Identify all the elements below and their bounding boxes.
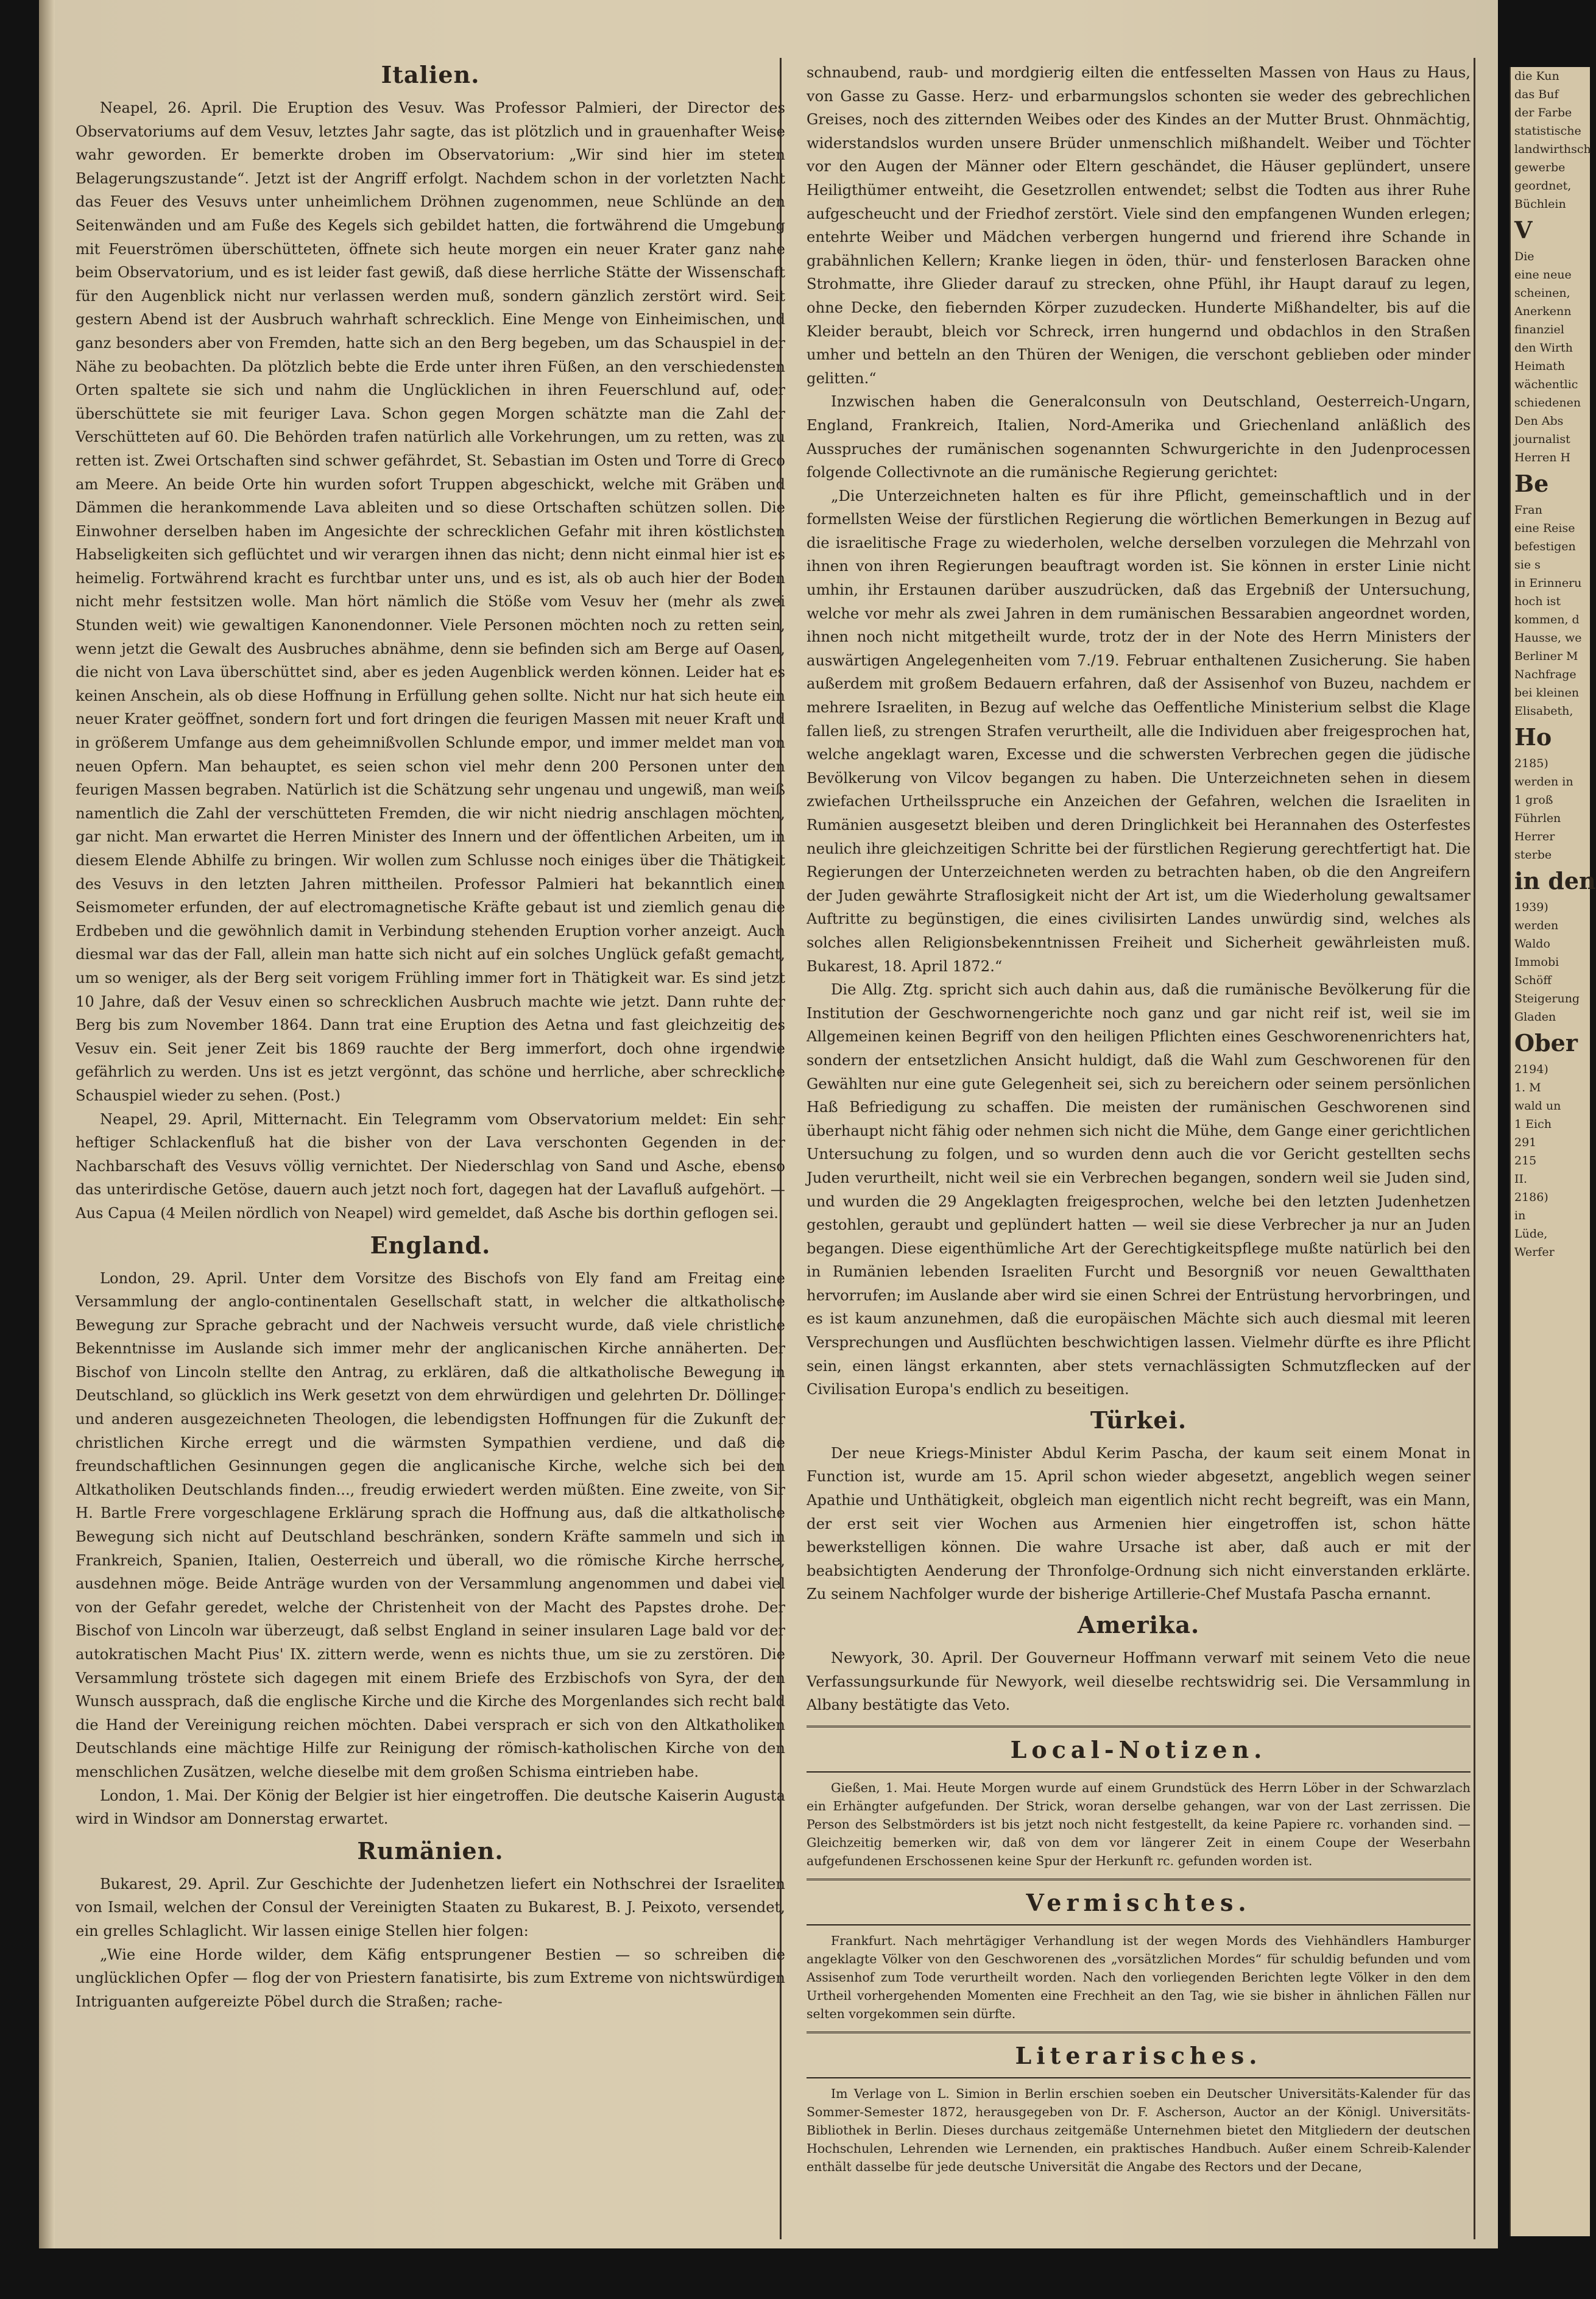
adjacent-page-line: 215 [1514, 1154, 1537, 1167]
article-paragraph: Newyork, 30. April. Der Gouverneur Hoffmann verwarf mit seinem Veto die neue Verfassungsurkunde für Newyork, weil dieselbe rechtswidrig sei. Die Versammlung in Albany bestätigte das Veto. [807, 1649, 1471, 1714]
adjacent-page-line: schiedenen [1514, 396, 1581, 409]
article-paragraph: Bukarest, 29. April. Zur Geschichte der Judenhetzen liefert ein Nothschrei der Israeliten von Ismail, welchen der Consul der Vereinigten Staaten zu Bukarest, B. J. Peixoto, versendet, ein grelles Schlaglicht. Wir lassen einige Stellen hier folgen: [76, 1875, 785, 1939]
section-title-italien: Italien. [381, 61, 480, 88]
adjacent-page-line: wald un [1514, 1099, 1561, 1113]
section-title-vermischtes: Vermischtes. [1026, 1888, 1251, 1916]
section-rule [807, 1879, 1471, 1880]
adjacent-page-line: wächentlic [1514, 378, 1578, 391]
adjacent-page-heading: Ho [1514, 723, 1552, 751]
adjacent-page-fragment [1509, 67, 1596, 2236]
adjacent-page-line: eine Reise [1514, 522, 1575, 535]
adjacent-page-line: eine neue [1514, 268, 1572, 282]
article-paragraph: Frankfurt. Nach mehrtägiger Verhandlung ist der wegen Mords des Viehhändlers Hamburger angeklagte Völker von den Geschworenen des „vorsätzlichen Mordes“ für schuldig befunden und vom Assisenhof zum Tode verurtheilt worden. Nach den vorliegenden Berichten legte Völker in den dem Urtheil vorhergehenden Momenten eine Frechheit an den Tag, wie sie bisher in ähnlichen Fällen nur selten vorgekommen sein dürfte. [807, 1933, 1471, 2021]
article-paragraph: schnaubend, raub- und mordgierig eilten die entfesselten Massen von Haus zu Haus, von Gasse zu Gasse. Herz- und erbarmungslos schonten sie weder des gebrechlichen Greises, noch des zitternden Weibes oder des Kindes an der Mutter Brust. Ohnmächtig, widerstandslos wurden unsere Brüder unmenschlich mißhandelt. Weiber und Töchter vor den Augen der Männer oder Eltern geschändet, die Häuser geplündert, unsere Heiligthümer entweiht, die Gesetzrollen entwendet; selbst die Todten aus ihrer Ruhe aufgescheucht und der Friedhof zerstört. Viele sind den empfangenen Wunden erlegen; entehrte Weiber und Mädchen verbergen hungernd und frierend ihre Schande in grabähnlichen Kellern; Kranke liegen in öden, thür- und fensterlosen Baracken ohne Strohmatte, ihre Glieder darauf zu strecken, ohne Pfühl, ihr Haupt darauf zu legen, ohne Decke, den fiebernden Körper zuzudecken. Hunderte Mißhandelter, bis auf die Kleider beraubt, bleich vor Schreck, irren hungernd und obdachlos in den Straßen umher und betteln an den Thüren der Wenigen, die verschont geblieben oder minder gelitten.“ [807, 64, 1471, 387]
adjacent-page-line: Fran [1514, 503, 1542, 517]
adjacent-page-line: Elisabeth, [1514, 704, 1573, 718]
adjacent-page-line: 2185) [1514, 757, 1548, 770]
middle-column [782, 61, 1471, 2176]
adjacent-page-line: die Kun [1514, 69, 1559, 83]
section-title-tuerkei: Türkei. [1090, 1406, 1187, 1434]
small-print-block [807, 1932, 1471, 2023]
adjacent-page-line: Heimath [1514, 360, 1566, 373]
page-gutter-shadow [39, 0, 55, 2248]
section-rule [807, 2032, 1471, 2033]
adjacent-page-line: bei kleinen [1514, 686, 1580, 700]
adjacent-page-line: 291 [1514, 1136, 1537, 1149]
adjacent-page-line: in Erinneru [1514, 576, 1582, 590]
adjacent-page-line: befestigen [1514, 540, 1576, 553]
small-print-block [807, 1779, 1471, 1870]
left-column [76, 61, 785, 2013]
article-paragraph: Gießen, 1. Mai. Heute Morgen wurde auf einem Grundstück des Herrn Löber in der Schwarzlach ein Erhängter aufgefunden. Der Strick, woran derselbe gehangen, war von der Last zerrissen. Die Person des Selbstmörders ist bis jetzt noch nicht festgestellt, da keine Papiere rc. vorhanden sind. — Gleichzeitig bemerken wir, daß von dem vor längerer Zeit in einem Coupe der Weserbahn aufgefundenen Erschossenen keine Spur der Herkunft rc. gefunden worden ist. [807, 1780, 1471, 1868]
adjacent-page-line: geordnet, [1514, 179, 1572, 193]
adjacent-page-line: Anerkenn [1514, 305, 1572, 318]
article-paragraph: Im Verlage von L. Simion in Berlin erschien soeben ein Deutscher Universitäts-Kalender für das Sommer-Semester 1872, herausgegeben von Dr. F. Ascherson, Auctor an der Königl. Universitäts-Bibliothek in Berlin. Dieses durchaus zeitgemäße Unternehmen bietet den Mitgliedern der deutschen Hochschulen, Lehrenden wie Lernenden, ein praktisches Handbuch. Außer einem Schreib-Kalender enthält dasselbe für jede deutsche Universität die Angabe des Rectors und der Decane, [807, 2086, 1471, 2174]
adjacent-page-line: journalist [1514, 433, 1570, 446]
adjacent-page-heading: Ober [1514, 1029, 1578, 1057]
adjacent-page-line: kommen, d [1514, 613, 1580, 626]
adjacent-page-line: statistische [1514, 124, 1581, 138]
adjacent-page-line: 1 groß [1514, 793, 1553, 807]
adjacent-page-line: Berliner M [1514, 650, 1578, 663]
column-divider-right [1474, 58, 1475, 2239]
article-paragraph: Neapel, 29. April, Mitternacht. Ein Telegramm vom Observatorium meldet: Ein sehr heftiger Schlackenfluß hat die bisher von der Lava verschonten Gegenden in der Nachbarschaft des Vesuvs völlig vernichtet. Der Niederschlag von Sand und Asche, ebenso das unterirdische Getöse, dauern auch jetzt noch fort, dagegen hat der Lavafluß aufgehört. — Aus Capua (4 Meilen nördlich von Neapel) wird gemeldet, daß Asche bis dorthin geflogen sei. [76, 1110, 785, 1222]
adjacent-page-line: Steigerung [1514, 992, 1580, 1005]
adjacent-page-line: II. [1514, 1172, 1528, 1186]
adjacent-page-line: Hausse, we [1514, 631, 1582, 645]
adjacent-page-line: Schöff [1514, 974, 1552, 987]
section-title-literarisches: Literarisches. [1015, 2041, 1262, 2069]
adjacent-page-line: werden [1514, 919, 1559, 932]
adjacent-page-heading: V [1514, 216, 1533, 244]
article-paragraph: London, 29. April. Unter dem Vorsitze des Bischofs von Ely fand am Freitag eine Versammlung der anglo-continentalen Gesellschaft statt, in welcher die altkatholische Bewegung zur Sprache gebracht und der Nachweis versucht wurde, daß viele christliche Bekenntnisse im Auslande sich immer mehr der anglicanischen Kirche annäherten. Der Bischof von Lincoln stellte den Antrag, zu erklären, daß die altkatholische Bewegung in Deutschland, so glücklich ins Werk gesetzt von dem ehrwürdigen und gelehrten Dr. Döllinger und anderen ausgezeichneten Theologen, die lebendigsten Hoffnungen für die Zukunft der christlichen Kirche erregt und die wärmsten Sympathien verdiene, und daß die freundschaftlichen Gesinnungen gegen die anglicanische Kirche, welche sich bei den Altkatholiken Deutschlands finden..., freudig erwiedert werden müßten. Eine zweite, von Sir H. Bartle Frere vorgeschlagene Erklärung sprach die Hoffnung aus, daß die altkatholische Bewegung sich nicht auf Deutschland beschränken, sondern Kräfte sammeln und sich in Frankreich, Spanien, Italien, Oesterreich und überall, wo die römische Kirche herrsche, ausdehnen möge. Beide Anträge wurden von der Versammlung angenommen und dabei viel von der Gefahr geredet, welche der Christenheit von der Macht des Papstes drohe. Der Bischof von Lincoln war überzeugt, daß selbst England in seiner insularen Lage bald vor der autokratischen Macht Pius' IX. zittern werde, wenn es nichts thue, um sie zu zerstören. Die Versammlung tröstete sich dagegen mit einem Briefe des Erzbischofs von Syra, der den Wunsch aussprach, daß die englische Kirche und die Kirche des Morgenlandes sich recht bald die Hand der Vereinigung reichen möchten. Dabei versprach er sich von den Altkatholiken Deutschlands eine mächtige Hilfe zur Reinigung der römisch-katholischen Kirche von den menschlichen Zusätzen, welche dieselbe mit dem großen Schisma eintrieben habe. [76, 1269, 785, 1780]
adjacent-page-line: Werfer [1514, 1245, 1555, 1259]
adjacent-page-line: den Wirth [1514, 341, 1573, 355]
article-paragraph: Die Allg. Ztg. spricht sich auch dahin aus, daß die rumänische Bevölkerung für die Institution der Geschwornengerichte noch ganz und gar nicht reif ist, weil sie im Allgemeinen keinen Begriff von den heiligen Pflichten eines Geschworenenrichters hat, sondern der entsetzlichen Ansicht huldigt, daß die Wahl zum Geschworenen für den Gewählten nur eine gute Gelegenheit sei, sich zu bereichern oder seinem persönlichen Haß Befriedigung zu schaffen. Die meisten der rumänischen Geschworenen sind überhaupt nicht fähig oder nehmen sich nicht die Mühe, dem Gange einer gerichtlichen Untersuchung zu folgen, und so wurden denn auch die vor Gericht gestellten sechs Juden verurtheilt, nicht weil sie ein Verbrechen begangen, sondern weil sie Juden sind, und wurden die 29 Angeklagten freigesprochen, welche bei den letzten Judenhetzen gestohlen, geraubt und geplündert hatten — weil sie diese Verbrecher ja nur an Juden begangen. Diese eigenthümliche Art der Gerechtigkeitspflege mußte natürlich bei den in Rumänien lebenden Israeliten Furcht und Besorgniß vor neuen Gewaltthaten hervorrufen; im Auslande aber wird sie einen Schrei der Entrüstung hervorbringen, und es ist kaum anzunehmen, daß die europäischen Mächte sich auch diesmal mit leeren Versprechungen und Ausflüchten beschwichtigen lassen. Vielmehr dürfte es ihre Pflicht sein, einen längst erkannten, aber stets vernachlässigten Schmutzflecken auf der Civilisation Europa's endlich zu beseitigen. [807, 981, 1471, 1398]
scan-background [0, 2248, 1577, 2299]
adjacent-page-line: das Buf [1514, 88, 1559, 101]
adjacent-page-edge [1499, 0, 1596, 2299]
adjacent-page-line: der Farbe [1514, 106, 1572, 119]
section-rule [807, 2077, 1471, 2078]
adjacent-page-line: sie s [1514, 558, 1541, 572]
adjacent-page-line: Den Abs [1514, 414, 1564, 428]
adjacent-page-line: Büchlein [1514, 197, 1566, 211]
section-rule [807, 1924, 1471, 1925]
adjacent-page-line: finanziel [1514, 323, 1564, 336]
newspaper-page [39, 0, 1498, 2248]
adjacent-page-line: in [1514, 1209, 1526, 1222]
adjacent-page-line: Gladen [1514, 1010, 1556, 1024]
adjacent-page-heading: in den [1514, 867, 1596, 894]
section-title-rumaenien: Rumänien. [357, 1837, 504, 1865]
small-print-block [807, 2085, 1471, 2176]
adjacent-page-line: sterbe [1514, 848, 1552, 862]
adjacent-page-line: 1939) [1514, 901, 1548, 914]
adjacent-page-line: Nachfrage [1514, 668, 1577, 681]
adjacent-page-line: scheinen, [1514, 286, 1570, 300]
section-rule [807, 1726, 1471, 1727]
article-paragraph: Inzwischen haben die Generalconsuln von Deutschland, Oesterreich-Ungarn, England, Frankreich, Italien, Nord-Amerika und Griechenland anläßlich des Ausspruches der rumänischen sogenannten Schwurgerichte in den Judenprocessen folgende Collectivnote an die rumänische Regierung gerichtet: [807, 393, 1471, 481]
adjacent-page-line: 2186) [1514, 1191, 1548, 1204]
section-title-local: Local-Notizen. [1010, 1735, 1267, 1763]
adjacent-page-line: Die [1514, 250, 1534, 263]
article-paragraph: Neapel, 26. April. Die Eruption des Vesuv. Was Professor Palmieri, der Director des Observatoriums auf dem Vesuv, letztes Jahr sagte, das ist plötzlich und in grauenhafter Weise wahr geworden. Er bemerkte droben im Observatorium: „Wir sind hier im steten Belagerungszustande“. Jetzt ist der Angriff erfolgt. Nachdem schon in der vorletzten Nacht das Feuer des Vesuvs unter unheimlichem Dröhnen zugenommen, neue Schlünde an den Seitenwänden und am Fuße des Kegels sich gebildet hatten, die fortwährend die Umgebung mit Feuerströmen überschütteten, öffnete sich heute morgen ein neuer Krater ganz nahe beim Observatorium, und es ist leider fast gewiß, daß diese herrliche Stätte der Wissenschaft für den Augenblick nicht nur verlassen werden muß, sondern gänzlich zerstört wird. Seit gestern Abend ist der Ausbruch wahrhaft schrecklich. Eine Menge von Einheimischen, und ganz besonders aber von Fremden, hatte sich an den Berg begeben, um das Schauspiel in der Nähe zu beobachten. Da plötzlich bebte die Erde unter ihren Füßen, an den verschiedensten Orten spaltete sie sich und nahm die Unglücklichen in ihren Feuerschlund auf, oder überschüttete sie mit feuriger Lava. Schon gegen Morgen schätzte man die Zahl der Verschütteten auf 60. Die Behörden trafen natürlich alle Vorkehrungen, um zu retten, was zu retten ist. Zwei Ortschaften sind schwer gefährdet, St. Sebastian im Osten und Torre di Greco am Meere. An beide Orte hin wurden sofort Truppen abgeschickt, welche mit Gräben und Dämmen die herankommende Lava ableiten und so diese Ortschaften schützen sollen. Die Einwohner derselben haben im Angesichte der schrecklichen Gefahr mit ihren köstlichsten Habseligkeiten sich geflüchtet und wir verargen ihnen das nicht; denn nicht einmal hier ist es heimelig. Fortwährend kracht es furchtbar unter uns, und es ist, als ob auch hier der Boden nicht mehr festsitzen wolle. Man hört nämlich die Stöße vom Vesuv her (mehr als zwei Stunden weit) wie gewaltigen Kanonendonner. Viele Personen möchten noch zu retten sein, wenn jetzt die Gewalt des Ausbruches abnähme, denn sie befinden sich am Berge auf Oasen, die nicht von Lava überschüttet sind, aber es jeden Augenblick werden können. Leider hat es keinen Anschein, als ob diese Hoffnung in Erfüllung gehen sollte. Nicht nur hat sich heute ein neuer Krater geöffnet, sondern fort und fort dringen die feurigen Massen mit neuer Kraft und in größerem Umfange aus dem geheimnißvollen Schlunde empor, und immer meldet man von neuen Opfern. Man behauptet, es seien schon viel mehr denn 200 Personen unter den feurigen Massen begraben. Natürlich ist die Schätzung sehr ungenau und ungewiß, man weiß namentlich die Zahl der verschütteten Fremden, die wir nicht niedrig anschlagen möchten, gar nicht. Man erwartet die Herren Minister des Innern und der öffentlichen Arbeiten, um in diesem Elende Abhilfe zu bringen. Wir wollen zum Schlusse noch einiges über die Thätigkeit des Vesuvs in den letzten Jahren mittheilen. Professor Palmieri hat bekanntlich einen Seismometer erfunden, der auf electromagnetische Kräfte gebaut ist und ziemlich genau die Erdbeben und die gewöhnlich damit in Verbindung stehenden Eruption vorher anzeigt. Auch diesmal war das der Fall, allein man hatte sich nicht auf ein solches Unglück gefaßt gemacht, um so weniger, als der Berg seit vorigem Frühling immer fort in Thätigkeit war. Es sind jetzt 10 Jahre, daß der Vesuv einen so schrecklichen Ausbruch machte wie jetzt. Dann ruhte der Berg bis zum November 1864. Dann trat eine Eruption des Aetna und fast gleichzeitig des Vesuv ein. Seit jener Zeit bis 1869 rauchte der Berg immerfort, doch ohne irgendwie gefährlich zu werden. Uns ist es jetzt vergönnt, das schöne und herrliche, aber schreckliche Schauspiel wieder zu sehen. (Post.) [76, 99, 785, 1104]
section-title-amerika: Amerika. [1077, 1611, 1200, 1638]
adjacent-page-line: gewerbe [1514, 161, 1566, 174]
adjacent-page-line: Waldo [1514, 937, 1550, 951]
adjacent-page-line: werden in [1514, 775, 1573, 788]
adjacent-page-line: landwirthsch [1514, 143, 1591, 156]
article-paragraph: London, 1. Mai. Der König der Belgier ist hier eingetroffen. Die deutsche Kaiserin Augusta wird in Windsor am Donnerstag erwartet. [76, 1787, 785, 1828]
section-rule [807, 1771, 1471, 1773]
adjacent-page-line: 1. M [1514, 1081, 1541, 1094]
article-paragraph: „Die Unterzeichneten halten es für ihre Pflicht, gemeinschaftlich und in der formellsten Weise der fürstlichen Regierung die wörtlichen Bemerkungen in Bezug auf die israelitische Frage zu wiederholen, welche derselben vorzulegen die Mehrzahl von ihnen von ihren Regierungen beauftragt worden ist. Sie können in erster Linie nicht umhin, ihr Erstaunen darüber auszudrücken, daß das Ergebniß der Untersuchung, welche vor mehr als zwei Jahren in dem rumänischen Bessarabien angeordnet worden, ihnen noch nicht mitgetheilt wurde, trotz der in der Note des Herrn Ministers der auswärtigen Angelegenheiten vom 7./19. Februar enthaltenen Zusicherung. Sie haben außerdem mit großem Bedauern erfahren, daß der Assisenhof von Buzeu, nachdem er mehrere Israeliten, in Bezug auf welche das Oeffentliche Ministerium selbst die Klage fallen ließ, zu strengen Strafen verurtheilt, alle die Individuen aber freigesprochen hat, welche angeklagt waren, Excesse und die schwersten Verbrechen gegen die jüdische Bevölkerung von Vilcov begangen zu haben. Die Unterzeichneten sehen in diesem zwiefachen Urtheilsspruche ein Anzeichen der Gefahren, welchen die Israeliten in Rumänien ausgesetzt bleiben und deren Dringlichkeit bei Herannahen des Osterfestes neulich ihre gleichzeitigen Schritte bei der fürstlichen Regierung gerechtfertigt hat. Die Regierungen der Unterzeichneten werden zu betrachten haben, ob die den Angreifern der Juden gewährte Straflosigkeit nicht der Art ist, um die Wiederholung gewaltsamer Auftritte zu begünstigen, die eines civilisirten Landes unwürdig sind, welches als solches allen Religionsbekenntnissen Freiheit und Sicherheit gewährleisten muß. Bukarest, 18. April 1872.“ [807, 487, 1471, 975]
adjacent-page-line: Führlen [1514, 812, 1561, 825]
adjacent-page-line: 2194) [1514, 1063, 1548, 1076]
adjacent-page-line: Herrer [1514, 830, 1555, 843]
adjacent-page-line: hoch ist [1514, 595, 1561, 608]
article-paragraph: Der neue Kriegs-Minister Abdul Kerim Pascha, der kaum seit einem Monat in Function ist, wurde am 15. April schon wieder abgesetzt, angeblich wegen seiner Apathie und Unthätigkeit, obgleich man eigentlich nicht recht begreift, was ein Mann, der erst seit vier Wochen aus Armenien hier eingetroffen ist, schon hätte bewerkstelligen können. Die wahre Ursache ist aber, daß auch er mit der beabsichtigten Aenderung der Thronfolge-Ordnung sich nicht einverstanden erklärte. Zu seinem Nachfolger wurde der bisherige Artillerie-Chef Mustafa Pascha ernannt. [807, 1444, 1471, 1603]
adjacent-page-line: 1 Eich [1514, 1118, 1552, 1131]
adjacent-page-line: Herren H [1514, 451, 1571, 464]
article-paragraph: „Wie eine Horde wilder, dem Käfig entsprungener Bestien — so schreiben die unglücklichen Opfer — flog der von Priestern fanatisirte, bis zum Extreme von nichtswürdigen Intriguanten aufgereizte Pöbel durch die Straßen; rache- [76, 1946, 785, 2010]
adjacent-page-heading: Be [1514, 470, 1549, 497]
section-title-england: England. [370, 1231, 491, 1259]
adjacent-page-line: Lüde, [1514, 1227, 1548, 1241]
adjacent-page-line: Immobi [1514, 955, 1559, 969]
